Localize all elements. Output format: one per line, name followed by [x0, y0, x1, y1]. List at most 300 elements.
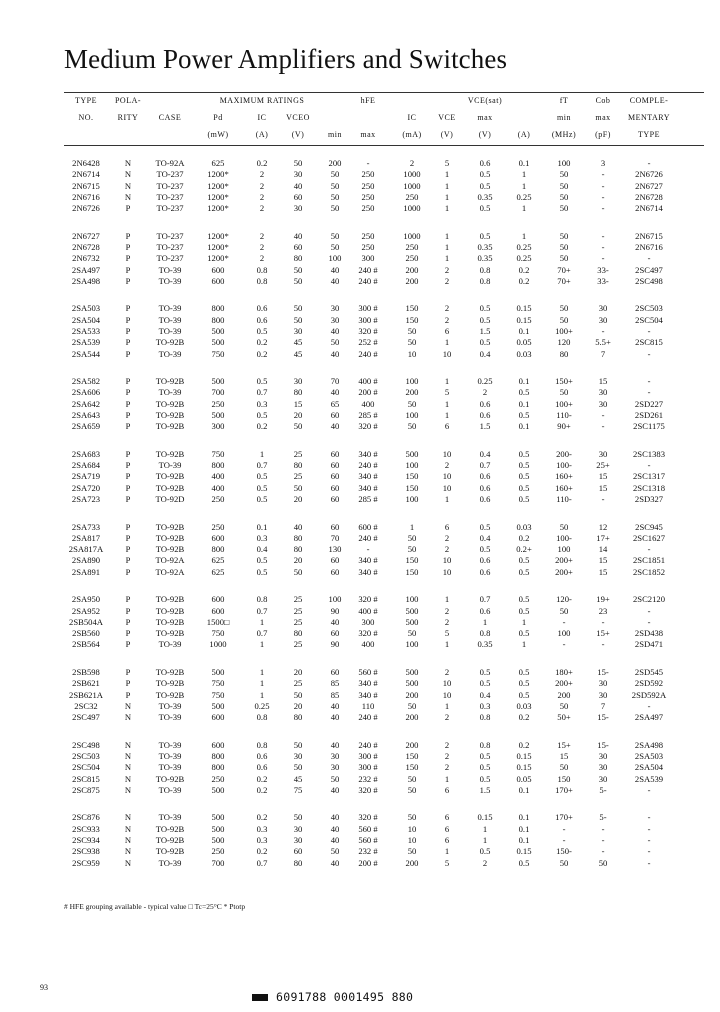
table-cell: 1 — [444, 398, 450, 409]
table-cell: 1 — [521, 639, 527, 650]
table-cell: TO-92A — [155, 158, 185, 168]
table-cell: N — [124, 834, 132, 845]
table-cell: 0.8 — [479, 264, 491, 275]
table-cell: 2 — [444, 616, 450, 627]
table-cell: 85 — [330, 689, 340, 700]
table-cell: 2 — [444, 460, 450, 471]
table-cell: TO-39 — [158, 812, 182, 823]
table-cell: N — [124, 762, 132, 773]
table-cell: 50 — [559, 242, 569, 252]
table-cell: 0.5 — [479, 203, 491, 214]
table-cell: 5 — [444, 628, 450, 639]
table-cell: 0.5 — [479, 544, 491, 555]
column-header: max — [595, 113, 611, 122]
table-cell: 60 — [330, 628, 340, 639]
table-cell: 0.2 — [518, 532, 530, 543]
table-cell: 80 — [293, 544, 303, 555]
table-cell: N — [124, 700, 132, 711]
table-cell: 2SA720 — [71, 482, 101, 493]
table-cell: 50 — [559, 203, 569, 214]
table-cell: 50 — [407, 421, 417, 432]
table-cell: 50 — [559, 169, 569, 180]
table-cell: 800 — [211, 750, 225, 761]
table-cell: 50 — [559, 314, 569, 325]
table-cell: 170+ — [555, 784, 573, 795]
table-cell: 0.5 — [479, 169, 491, 180]
table-cell: 2SA497 — [71, 264, 101, 275]
table-cell: 2SB621 — [72, 678, 100, 689]
table-cell: 2 — [482, 387, 488, 398]
table-cell: 600 — [211, 739, 225, 750]
table-cell: TO-39 — [158, 750, 182, 761]
table-cell: 90+ — [557, 421, 571, 432]
table-cell: 2SA952 — [71, 605, 101, 616]
table-cell: 30 — [330, 750, 340, 761]
table-cell: 1 — [444, 846, 450, 857]
table-cell: - — [601, 191, 605, 202]
table-cell: 0.03 — [516, 521, 532, 532]
table-cell: 2SA498 — [71, 275, 101, 286]
table-cell: 100 — [557, 158, 571, 168]
table-cell: 2N6716 — [635, 242, 663, 252]
table-cell: 240 # — [358, 532, 378, 543]
table-cell: 2N6726 — [72, 203, 100, 214]
table-cell: 30 — [330, 762, 340, 773]
table-cell: TO-92B — [155, 616, 185, 627]
table-cell: 2 — [259, 180, 265, 191]
table-cell: TO-39 — [158, 264, 182, 275]
table-cell: - — [366, 544, 370, 555]
table-cell: 33- — [597, 264, 609, 275]
table-cell: 500 — [211, 823, 225, 834]
table-cell: - — [647, 616, 651, 627]
table-cell: - — [601, 410, 605, 420]
table-cell: 0.7 — [256, 605, 268, 616]
table-cell: 320 # — [358, 628, 378, 639]
table-cell: P — [125, 521, 131, 532]
table-cell: 600 — [211, 712, 225, 723]
table-cell: 2SC32 — [74, 700, 98, 711]
table-cell: 2SC503 — [635, 303, 663, 314]
table-cell: TO-92A — [155, 566, 185, 577]
table-cell: 20 — [293, 700, 303, 711]
table-cell: 0.7 — [256, 460, 268, 471]
table-cell: N — [124, 169, 132, 180]
table-cell: 1000 — [403, 230, 421, 241]
table-cell: 15 — [598, 482, 608, 493]
table-cell: 33- — [597, 275, 609, 286]
table-cell: 25 — [293, 616, 303, 627]
table-cell: P — [125, 230, 131, 241]
table-cell: 1 — [444, 773, 450, 784]
table-cell: 2 — [444, 264, 450, 275]
column-header: IC — [257, 113, 267, 122]
table-cell: 40 — [330, 700, 340, 711]
table-cell: 0.7 — [479, 460, 491, 471]
table-cell: - — [647, 158, 651, 168]
table-cell: P — [125, 448, 131, 459]
table-cell: TO-39 — [158, 739, 182, 750]
table-cell: 60 — [330, 482, 340, 493]
table-cell: 30 — [598, 448, 608, 459]
table-cell: 800 — [211, 544, 225, 555]
table-cell: 2SC2120 — [633, 594, 665, 605]
column-header: TYPE — [75, 96, 97, 105]
table-cell: 100 — [328, 594, 342, 605]
table-cell: 320 # — [358, 594, 378, 605]
table-cell: 40 — [330, 421, 340, 432]
table-cell: 1.5 — [479, 326, 491, 336]
table-cell: 19+ — [596, 594, 610, 605]
table-cell: 0.5 — [256, 471, 268, 482]
table-cell: 600 — [211, 594, 225, 605]
table-cell: 60 — [293, 846, 303, 857]
table-cell: P — [125, 532, 131, 543]
table-cell: - — [562, 823, 566, 834]
table-cell: TO-92B — [155, 834, 185, 845]
table-rule — [64, 92, 704, 93]
table-cell: 2 — [259, 242, 265, 252]
table-cell: 2SC498 — [72, 739, 100, 750]
column-header: VCEO — [286, 113, 310, 122]
table-cell: 1 — [482, 834, 488, 845]
table-cell: 1 — [259, 689, 265, 700]
column-header: CASE — [158, 113, 182, 122]
table-cell: 40 — [330, 616, 340, 627]
page-number: 93 — [40, 983, 48, 992]
table-cell: 400 — [361, 639, 375, 650]
table-cell: 0.25 — [254, 700, 270, 711]
table-cell: 1200* — [207, 191, 229, 202]
table-cell: TO-39 — [158, 303, 182, 314]
table-cell: 90 — [330, 605, 340, 616]
table-cell: 2SC815 — [635, 337, 663, 348]
table-cell: 625 — [211, 555, 225, 566]
table-cell: 2SC498 — [635, 275, 663, 286]
table-cell: - — [647, 812, 651, 823]
table-cell: 0.2 — [518, 275, 530, 286]
table-cell: 0.2 — [518, 264, 530, 275]
footer-code: 6091788 0001495 880 — [276, 990, 414, 1004]
table-cell: 0.5 — [518, 689, 530, 700]
table-cell: P — [125, 242, 131, 252]
table-cell: 252 # — [358, 337, 378, 348]
table-cell: 0.8 — [256, 739, 268, 750]
table-cell: 40 — [330, 387, 340, 398]
table-cell: - — [601, 834, 605, 845]
column-header: RITY — [117, 113, 139, 122]
table-cell: 100 — [557, 628, 571, 639]
table-cell: 50 — [559, 303, 569, 314]
table-cell: 0.5 — [256, 494, 268, 504]
table-cell: 1 — [444, 242, 450, 252]
table-cell: 2SC1318 — [633, 482, 665, 493]
table-cell: P — [125, 482, 131, 493]
table-cell: 0.35 — [477, 191, 493, 202]
table-cell: 200 — [328, 158, 342, 168]
table-cell: TO-92B — [155, 666, 185, 677]
table-cell: 0.5 — [518, 471, 530, 482]
table-cell: 600 — [211, 605, 225, 616]
table-cell: 300 — [361, 253, 375, 264]
table-cell: 0.2 — [256, 337, 268, 348]
table-cell: 30 — [598, 678, 608, 689]
table-cell: 50 — [598, 857, 608, 868]
table-cell: TO-39 — [158, 460, 182, 471]
table-cell: TO-237 — [156, 169, 184, 180]
table-cell: 0.2 — [256, 158, 268, 168]
table-cell: 10 — [442, 678, 452, 689]
table-cell: 0.5 — [518, 666, 530, 677]
table-cell: 2N6727 — [635, 180, 663, 191]
table-cell: 500 — [211, 812, 225, 823]
table-cell: 0.2 — [256, 846, 268, 857]
table-cell: 800 — [211, 762, 225, 773]
table-cell: TO-92B — [155, 532, 185, 543]
column-header: hFE — [360, 96, 376, 105]
table-cell: 240 # — [358, 460, 378, 471]
table-cell: 25 — [293, 448, 303, 459]
table-cell: - — [647, 784, 651, 795]
table-cell: 300 — [361, 616, 375, 627]
table-cell: 0.1 — [518, 834, 530, 845]
table-cell: TO-237 — [156, 191, 184, 202]
table-cell: 1 — [521, 616, 527, 627]
table-cell: 0.6 — [479, 471, 491, 482]
table-cell: 60 — [330, 555, 340, 566]
table-cell: 750 — [211, 448, 225, 459]
table-cell: 250 — [361, 191, 375, 202]
table-cell: 100 — [405, 594, 419, 605]
table-cell: 2SB564 — [72, 639, 100, 650]
table-cell: 30 — [293, 169, 303, 180]
table-cell: 5 — [444, 857, 450, 868]
table-cell: 150 — [405, 750, 419, 761]
table-cell: 560 # — [358, 823, 378, 834]
column-header: (A) — [255, 130, 269, 139]
table-cell: 50 — [407, 532, 417, 543]
table-cell: 625 — [211, 158, 225, 168]
table-cell: P — [125, 628, 131, 639]
table-cell: 80 — [559, 348, 569, 359]
table-cell: N — [124, 191, 132, 202]
table-cell: 30 — [330, 303, 340, 314]
table-cell: 0.1 — [518, 823, 530, 834]
table-cell: TO-39 — [158, 639, 182, 650]
table-cell: 2 — [259, 169, 265, 180]
table-cell: N — [124, 750, 132, 761]
table-cell: 340 # — [358, 678, 378, 689]
table-cell: TO-92B — [155, 823, 185, 834]
table-cell: P — [125, 566, 131, 577]
table-cell: 2SB598 — [72, 666, 100, 677]
table-cell: 40 — [330, 739, 340, 750]
table-cell: - — [647, 460, 651, 471]
table-cell: 50 — [407, 784, 417, 795]
table-cell: 0.8 — [256, 594, 268, 605]
table-cell: 100 — [405, 376, 419, 387]
table-cell: 30 — [598, 762, 608, 773]
table-cell: 800 — [211, 460, 225, 471]
table-cell: 2SA544 — [71, 348, 101, 359]
column-header: min — [557, 113, 571, 122]
table-cell: 750 — [211, 689, 225, 700]
table-cell: 80 — [293, 712, 303, 723]
table-cell: 30 — [293, 203, 303, 214]
table-cell: 2 — [259, 230, 265, 241]
column-header: (V) — [478, 130, 492, 139]
table-cell: 0.15 — [516, 303, 532, 314]
table-cell: 320 # — [358, 421, 378, 432]
table-cell: - — [601, 421, 605, 432]
table-cell: 1000 — [209, 639, 227, 650]
table-cell: 300 # — [358, 303, 378, 314]
column-header: MAXIMUM RATINGS — [219, 96, 305, 105]
table-cell: 0.7 — [256, 387, 268, 398]
table-cell: 30 — [598, 314, 608, 325]
table-cell: 300 # — [358, 750, 378, 761]
table-cell: 5 — [444, 387, 450, 398]
table-cell: 0.1 — [518, 398, 530, 409]
table-cell: TO-39 — [158, 275, 182, 286]
table-cell: TO-39 — [158, 784, 182, 795]
table-cell: 750 — [211, 678, 225, 689]
table-cell: 15 — [598, 555, 608, 566]
table-cell: 200 # — [358, 857, 378, 868]
table-cell: 320 # — [358, 784, 378, 795]
table-cell: 50 — [293, 421, 303, 432]
table-cell: 240 # — [358, 348, 378, 359]
table-cell: 70 — [330, 376, 340, 387]
table-cell: 700 — [211, 387, 225, 398]
table-cell: 120 — [557, 337, 571, 348]
table-cell: N — [124, 739, 132, 750]
table-cell: TO-39 — [158, 387, 182, 398]
table-cell: 30 — [598, 689, 608, 700]
table-cell: 25 — [293, 471, 303, 482]
table-cell: 1 — [259, 678, 265, 689]
table-cell: 0.8 — [256, 275, 268, 286]
table-cell: 2SA503 — [71, 303, 101, 314]
table-cell: 2 — [444, 532, 450, 543]
table-cell: N — [124, 712, 132, 723]
table-cell: TO-92B — [155, 521, 185, 532]
table-cell: 50 — [293, 482, 303, 493]
table-cell: TO-237 — [156, 242, 184, 252]
table-cell: 2SD261 — [634, 410, 664, 420]
table-cell: 400 # — [358, 376, 378, 387]
table-cell: P — [125, 398, 131, 409]
table-cell: 1.5 — [479, 784, 491, 795]
table-cell: 0.5 — [518, 387, 530, 398]
table-cell: 10 — [442, 566, 452, 577]
table-cell: P — [125, 689, 131, 700]
table-cell: 50 — [407, 700, 417, 711]
table-cell: - — [562, 834, 566, 845]
table-cell: TO-92B — [155, 594, 185, 605]
table-cell: 60 — [293, 242, 303, 252]
table-cell: 2SB560 — [72, 628, 100, 639]
column-header: VCE(sat) — [467, 96, 503, 105]
table-cell: 2SA497 — [634, 712, 664, 723]
table-cell: 2 — [444, 544, 450, 555]
table-cell: - — [647, 348, 651, 359]
table-cell: 2N6715 — [635, 230, 663, 241]
table-cell: P — [125, 555, 131, 566]
table-cell: 2 — [444, 762, 450, 773]
table-cell: 2N6428 — [72, 158, 100, 168]
table-cell: 15- — [597, 739, 609, 750]
table-cell: 0.2 — [518, 739, 530, 750]
table-cell: 0.5 — [479, 337, 491, 348]
table-cell: 150 — [557, 773, 571, 784]
table-cell: 0.6 — [256, 314, 268, 325]
table-cell: 0.5 — [256, 566, 268, 577]
table-cell: 75 — [293, 784, 303, 795]
table-cell: 400 — [211, 471, 225, 482]
table-cell: 0.3 — [256, 398, 268, 409]
table-cell: 50 — [293, 303, 303, 314]
table-cell: 500 — [405, 616, 419, 627]
table-cell: - — [562, 616, 566, 627]
table-cell: 0.1 — [518, 158, 530, 168]
table-cell: 10 — [442, 555, 452, 566]
column-header: MENTARY — [628, 113, 670, 122]
table-cell: - — [647, 376, 651, 387]
table-cell: 2SC504 — [72, 762, 100, 773]
table-cell: 0.2+ — [516, 544, 532, 555]
table-cell: 2SD545 — [634, 666, 664, 677]
table-cell: 30 — [293, 750, 303, 761]
table-cell: 30 — [293, 823, 303, 834]
table-cell: 110- — [556, 410, 572, 420]
column-header: (mA) — [402, 130, 422, 139]
table-cell: 40 — [330, 857, 340, 868]
table-cell: 0.2 — [256, 784, 268, 795]
table-cell: 0.2 — [256, 348, 268, 359]
table-cell: 50 — [330, 169, 340, 180]
table-cell: 2 — [444, 750, 450, 761]
table-cell: 2SD227 — [634, 398, 664, 409]
table-cell: 1 — [444, 700, 450, 711]
table-cell: 1 — [259, 639, 265, 650]
table-cell: 6 — [444, 823, 450, 834]
table-cell: 2SA891 — [71, 566, 101, 577]
table-cell: P — [125, 471, 131, 482]
table-cell: 40 — [293, 180, 303, 191]
table-cell: 0.5 — [479, 303, 491, 314]
table-cell: TO-39 — [158, 314, 182, 325]
table-cell: 2SD592A — [631, 689, 667, 700]
table-cell: 1 — [444, 253, 450, 264]
table-cell: 0.1 — [518, 376, 530, 387]
table-cell: 250 — [211, 521, 225, 532]
table-cell: 250 — [211, 846, 225, 857]
table-cell: P — [125, 337, 131, 348]
table-cell: 50 — [407, 398, 417, 409]
table-cell: TO-39 — [158, 762, 182, 773]
table-cell: 0.2 — [256, 773, 268, 784]
table-cell: 0.8 — [479, 275, 491, 286]
table-cell: 0.35 — [477, 242, 493, 252]
table-cell: 0.3 — [256, 532, 268, 543]
table-cell: 400 # — [358, 605, 378, 616]
table-cell: P — [125, 253, 131, 264]
table-cell: 0.5 — [518, 678, 530, 689]
table-cell: 0.35 — [477, 253, 493, 264]
table-cell: - — [601, 242, 605, 252]
table-cell: 340 # — [358, 555, 378, 566]
